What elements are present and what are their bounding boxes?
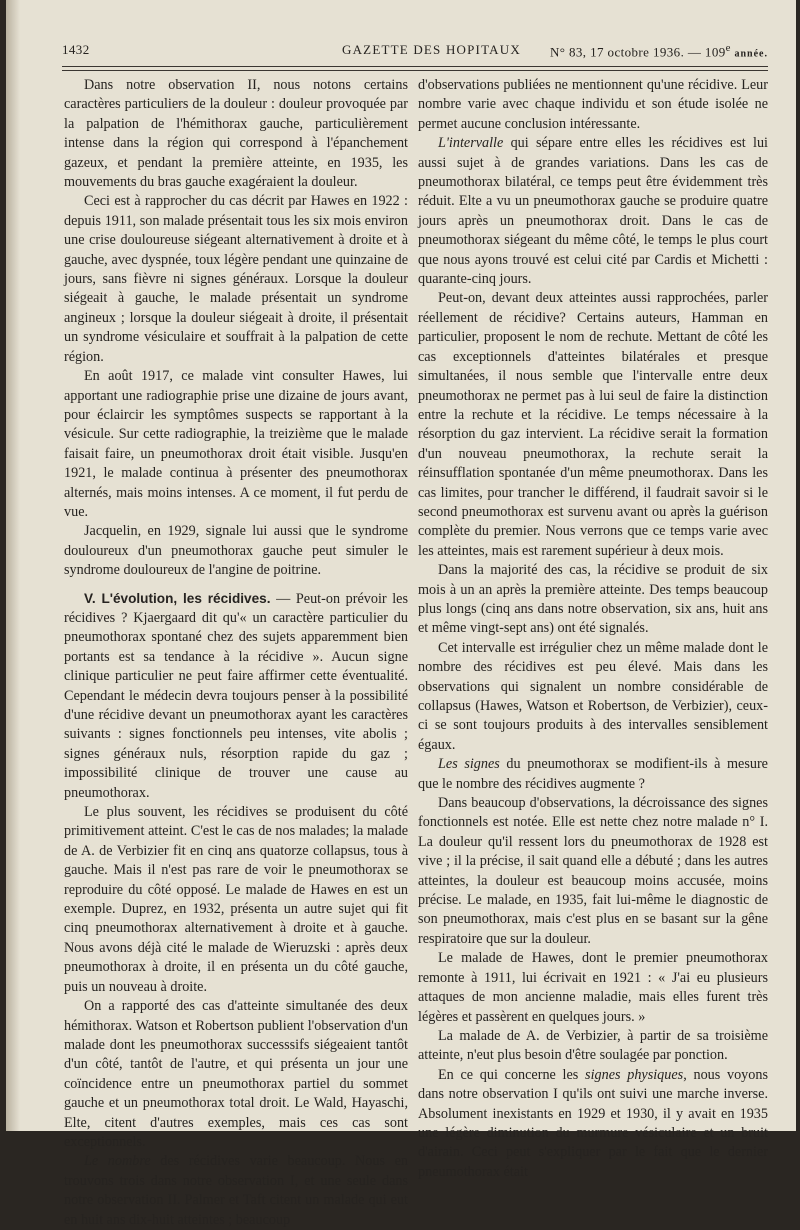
paragraph: L'intervalle qui sépare entre elles les récidives est lui aussi sujet à de grandes variations. Dans les cas de pneumothorax bilatéral, ce temps peut être évidemment très réduit. Elte a vu un pneumothorax gauche se produire quatre jours après un pneumothorax droit. Dans le cas de pneumothorax siégeant du même côté, le temps le plus court que nous ayons trouvé est celui cité par Cardis et Michetti : quarante-cinq jours.: [418, 135, 768, 288]
paragraph: Cet intervalle est irrégulier chez un même malade dont le nombre des récidives est peu élevé. Mais dans les observations qui signalent un nombre considérable de collapsus (Hawes, Watson et Robertson, de Verbizier), ceux-ci se sont toujours produits à des intervalles sensiblement égaux.: [418, 639, 768, 753]
paragraph: Les signes du pneumothorax se modifient-ils à mesure que le nombre des récidives augmente ?: [418, 756, 768, 792]
paragraph: Le plus souvent, les récidives se produisent du côté primitivement atteint. C'est le cas de nos malades; la malade de A. de Verbizier fit en cinq ans quatorze collapsus, tous à gauche. Mais il n'est pas rare de voir le pneumothorax se reproduire du côté opposé. Le malade de Hawes en est un exemple. Duprez, en 1932, présenta un autre sujet qui fit cinq pneumothorax alternativement à droite et à gauche. Nous avons déjà cité le malade de Wieruzski : après deux pneumothorax à droite, il en présenta un du côté gauche, puis un nouveau à droite.: [64, 804, 408, 995]
paragraph: Dans beaucoup d'observations, la décroissance des signes fonctionnels est notée. Elle est nette chez notre malade n° I. La douleur qu'il ressent lors du pneumothorax de 1928 est vive ; il la précise, il sait quand elle a débuté ; dans les autres atteintes, la douleur est beaucoup moins accusée, moins précise. Le malade, en 1935, fait lui-même le diagnostic de son pneumothorax, mais c'est plus en se basant sur la gêne respiratoire que sur la douleur.: [418, 795, 768, 947]
journal-page: [6, 0, 796, 1228]
page-number: 1432: [62, 42, 90, 57]
left-column: [64, 76, 408, 1230]
paragraph: Dans la majorité des cas, la récidive se produit de six mois à un an après la première atteinte. Des temps beaucoup plus longs (cinq ans dans notre observation, six ans, huit ans et même vingt-sept ans) ont été signalés.: [418, 562, 768, 637]
paragraph: Le malade de Hawes, dont le premier pneumothorax remonte à 1911, lui écrivait en 1921 : « J'ai eu plusieurs attaques de mon ancienne maladie, mais elles furent très légères et passèrent en quelques jours. »: [418, 950, 768, 1025]
paragraph: Ceci est à rapprocher du cas décrit par Hawes en 1922 : depuis 1911, son malade présentait tous les six mois environ une crise douloureuse siégeant alternativement à droite et à gauche, avec dyspnée, toux légère pendant une quinzaine de jours, sans fièvre ni signes généraux. Lorsque la douleur siégeait à gauche, le malade présentait un syndrome angineux ; lorsque la douleur siégeait à droite, il présentait un syndrome vésiculaire et souffrait à la palpation de cette région.: [64, 193, 408, 365]
paragraph: Peut-on, devant deux atteintes aussi rapprochées, parler réellement de récidive? Certains auteurs, Hamman en particulier, proposent le nom de rechute. Mettant de côté les cas exceptionnels d'atteintes bilatérales et presque simultanées, il nous semble que l'intervalle entre deux pneumothorax ne permet pas à lui seul de faire la distinction entre la rechute et la récidive. Le temps nécessaire à la résorption du gaz intervient. La récidive serait la formation d'un nouveau pneumothorax, la rechute serait la réinsufflation spontanée d'un même pneumothorax. Dans les cas limites, pour trancher le différend, il faudrait savoir si le second pneumothorax est survenu avant ou après la guérison complète du premier. Nous verrons que ce temps varie avec les atteintes, mais est rarement supérieur à deux mois.: [418, 290, 768, 559]
paragraph: Le nombre des récidives varie beaucoup. Nous en trouvons trois dans notre observation I, et une seule dans notre observation II. Palmer et Taft citent un malade qui eut en huit ans dix-huit atteintes ; beaucoup: [64, 1153, 408, 1228]
section-paragraph: V. L'évolution, les récidives. — Peut-on prévoir les récidives ? Kjaergaard dit qu'« un caractère particulier du pneumothorax spontané chez des sujets apparemment bien portants est sa tendance à la récidive ». Aucun signe clinique particulier ne peut faire affirmer cette éventualité. Cependant le médecin devra toujours penser à la possibilité d'une récidive devant un pneumothorax ayant les caractères suivants : signes fonctionnels peu intenses, vite abolis ; signes généraux nuls, résorption rapide du gaz ; impossibilité clinique de trouver une cause au pneumothorax.: [64, 590, 408, 801]
journal-title: GAZETTE DES HOPITAUX: [342, 42, 521, 57]
paragraph: La malade de A. de Verbizier, à partir de sa troisième atteinte, n'eut plus besoin d'être soulagée par ponction.: [418, 1027, 768, 1064]
header-rule-bottom: [62, 70, 768, 71]
paragraph: En août 1917, ce malade vint consulter Hawes, lui apportant une radiographie prise une dizaine de jours avant, pour éclaircir les symptômes suspects se rapportant à la vésicule. Sur cette radiographie, la treizième que le malade faisait faire, un pneumothorax droit était visible. Jusqu'en 1921, le malade continua à présenter des pneumothorax alternés, mais moins intenses. A ce moment, il fut perdu de vue.: [64, 368, 408, 520]
paragraph: d'observations publiées ne mentionnent qu'une récidive. Leur nombre varie avec chaque individu et son étude isolée ne permet aucune conclusion intéressante.: [418, 77, 768, 132]
paragraph: En ce qui concerne les signes physiques, nous voyons dans notre observation I qu'ils ont suivi une marche inverse. Absolument inexistants en 1929 et 1930, il y avait en 1935 une légère diminution du murmure vésiculaire et un bruit d'airain. Ceci peut s'expliquer par le fait que le dernier pneumothorax était: [418, 1066, 768, 1180]
section-heading: V. L'évolution, les récidives.: [84, 590, 271, 606]
paragraph: On a rapporté des cas d'atteinte simultanée des deux hémithorax. Watson et Robertson publient l'observation d'un malade dont les pneumothorax successsifs siégeaient tantôt d'un côté, tantôt de l'autre, et qui présenta un jour une coïncidence entre un pneumothorax partiel du sommet gauche et un pneumothorax total droit. Le Wald, Hayaschi, Elte, citent d'autres exemples, mais ces cas sont exceptionnels.: [64, 998, 408, 1150]
running-header: [62, 42, 768, 62]
right-column: [418, 76, 768, 1182]
issue-info: N° 83, 17 octobre 1936. — 109e année.: [549, 42, 768, 60]
paragraph: Dans notre observation II, nous notons certains caractères particuliers de la douleur : douleur provoquée par la palpation de l'hémithorax gauche, particulièrement intense dans la région qui correspond à l'épanchement gazeux, et pendant la première atteinte, en 1935, les mouvements du bras gauche exagéraient la douleur.: [64, 77, 408, 191]
header-rule-top: [62, 66, 768, 67]
paragraph: Jacquelin, en 1929, signale lui aussi que le syndrome douloureux d'un pneumothorax gauche peut simuler le syndrome douloureux de l'angine de poitrine.: [64, 523, 408, 579]
